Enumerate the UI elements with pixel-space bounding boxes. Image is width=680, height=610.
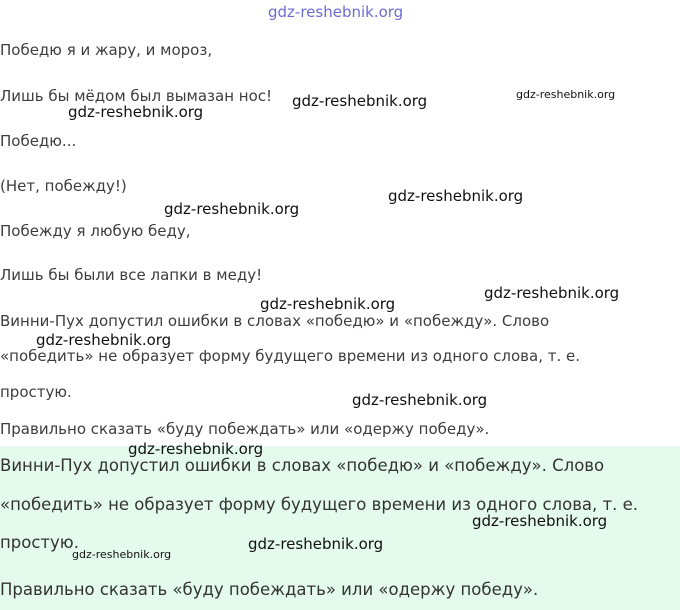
poem-line-1: Победю я и жару, и мороз, xyxy=(0,41,213,59)
watermark: gdz-reshebnik.org xyxy=(68,103,204,121)
watermark: gdz-reshebnik.org xyxy=(164,200,300,218)
poem-line-6: Лишь бы были все лапки в меду! xyxy=(0,266,263,284)
answer-line-1: Винни-Пух допустил ошибки в словах «победю» и «побежду». Слово xyxy=(0,456,605,475)
watermark: gdz-reshebnik.org xyxy=(484,284,620,302)
watermark: gdz-reshebnik.org xyxy=(352,391,488,409)
answer-line-3: простую. xyxy=(0,533,79,552)
poem-line-3: Победю... xyxy=(0,132,77,150)
answer-line-4: Правильно сказать «буду побеждать» или «одержу победу». xyxy=(0,580,539,599)
watermark: gdz-reshebnik.org xyxy=(128,440,264,458)
watermark: gdz-reshebnik.org xyxy=(516,88,616,101)
explanation-line-2: «победить» не образует форму будущего времени из одного слова, т. е. xyxy=(0,347,581,365)
watermark: gdz-reshebnik.org xyxy=(248,535,384,553)
watermark: gdz-reshebnik.org xyxy=(36,331,172,349)
watermark: gdz-reshebnik.org xyxy=(268,3,404,21)
watermark: gdz-reshebnik.org xyxy=(72,548,172,561)
watermark: gdz-reshebnik.org xyxy=(472,512,608,530)
watermark: gdz-reshebnik.org xyxy=(292,92,428,110)
answer-line-2: «победить» не образует форму будущего времени из одного слова, т. е. xyxy=(0,495,639,514)
poem-line-4: (Нет, побежду!) xyxy=(0,177,127,195)
poem-line-5: Побежду я любую беду, xyxy=(0,222,191,240)
watermark: gdz-reshebnik.org xyxy=(388,187,524,205)
explanation-line-4: Правильно сказать «буду побеждать» или «одержу победу». xyxy=(0,420,490,438)
explanation-line-3: простую. xyxy=(0,383,72,401)
explanation-line-1: Винни-Пух допустил ошибки в словах «победю» и «побежду». Слово xyxy=(0,312,550,330)
watermark: gdz-reshebnik.org xyxy=(260,295,396,313)
poem-line-2: Лишь бы мёдом был вымазан нос! xyxy=(0,87,273,105)
